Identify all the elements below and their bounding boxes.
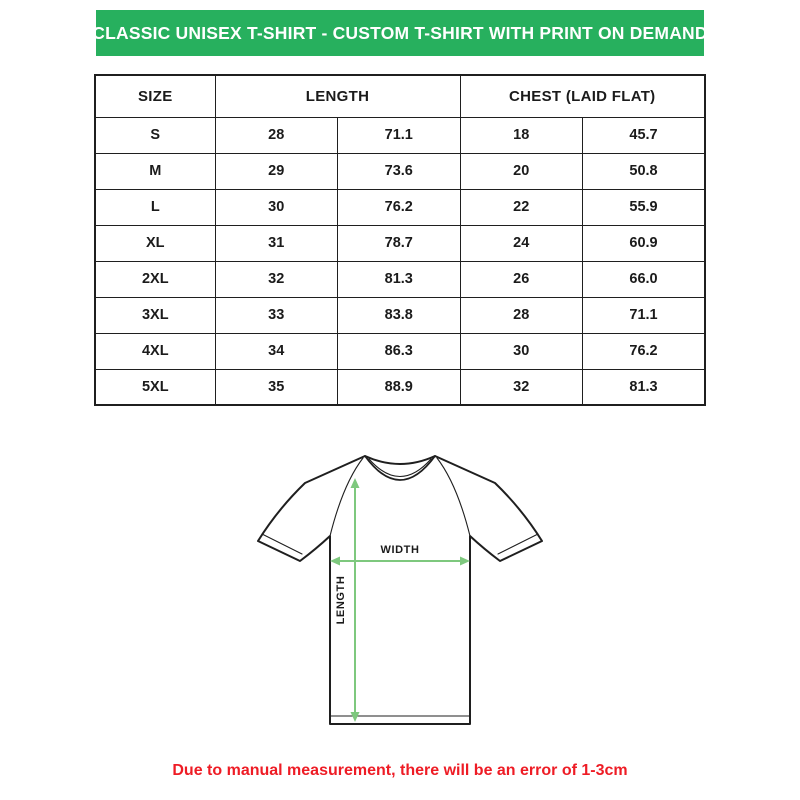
size-row: [95, 297, 705, 333]
chest-in-cell: 22: [460, 189, 583, 225]
chest-in-cell: 18: [460, 117, 583, 153]
length-cm-cell: 81.3: [338, 261, 461, 297]
chest-cm-cell: 66.0: [583, 261, 706, 297]
length-in-cell: 33: [215, 297, 338, 333]
size-column-header: SIZE: [95, 75, 215, 117]
tshirt-outline-group: [258, 456, 542, 724]
chest-cm-cell: 50.8: [583, 153, 706, 189]
chest-in-cell: 24: [460, 225, 583, 261]
size-cell: 4XL: [95, 333, 215, 369]
table-header-row: [95, 75, 705, 117]
size-cell: XL: [95, 225, 215, 261]
length-cm-cell: 73.6: [338, 153, 461, 189]
length-cm-cell: 71.1: [338, 117, 461, 153]
size-cell: M: [95, 153, 215, 189]
chest-in-cell: 30: [460, 333, 583, 369]
size-row: [95, 189, 705, 225]
length-in-cell: 30: [215, 189, 338, 225]
chest-cm-cell: 76.2: [583, 333, 706, 369]
chest-cm-cell: 45.7: [583, 117, 706, 153]
tshirt-body-outline: [258, 456, 542, 724]
chest-column-header: CHEST (LAID FLAT): [460, 75, 705, 117]
length-cm-cell: 83.8: [338, 297, 461, 333]
length-cm-cell: 78.7: [338, 225, 461, 261]
size-row: [95, 225, 705, 261]
length-cm-cell: 86.3: [338, 333, 461, 369]
length-cm-cell: 76.2: [338, 189, 461, 225]
length-in-cell: 35: [215, 369, 338, 405]
tshirt-illustration: [250, 446, 550, 736]
length-in-cell: 29: [215, 153, 338, 189]
size-cell: S: [95, 117, 215, 153]
measurement-error-note: Due to manual measurement, there will be an error of 1-3cm: [172, 762, 628, 779]
chest-in-cell: 32: [460, 369, 583, 405]
chest-cm-cell: 71.1: [583, 297, 706, 333]
length-in-cell: 34: [215, 333, 338, 369]
size-row: [95, 153, 705, 189]
width-label: WIDTH: [380, 544, 420, 556]
size-chart-table: [94, 74, 706, 406]
length-in-cell: 31: [215, 225, 338, 261]
length-cm-cell: 88.9: [338, 369, 461, 405]
chest-in-cell: 28: [460, 297, 583, 333]
size-cell: 3XL: [95, 297, 215, 333]
size-cell: 2XL: [95, 261, 215, 297]
chest-cm-cell: 81.3: [583, 369, 706, 405]
size-row: [95, 333, 705, 369]
size-row: [95, 117, 705, 153]
length-in-cell: 28: [215, 117, 338, 153]
size-row: [95, 369, 705, 405]
page-title: CLASSIC UNISEX T-SHIRT - CUSTOM T-SHIRT WITH PRINT ON DEMAND: [92, 22, 708, 43]
length-label: LENGTH: [335, 575, 347, 625]
chest-cm-cell: 60.9: [583, 225, 706, 261]
size-row: [95, 261, 705, 297]
chest-cm-cell: 55.9: [583, 189, 706, 225]
title-banner: [92, 10, 708, 56]
size-chart-body: [95, 117, 705, 405]
length-column-header: LENGTH: [215, 75, 460, 117]
chest-in-cell: 20: [460, 153, 583, 189]
chest-in-cell: 26: [460, 261, 583, 297]
length-in-cell: 32: [215, 261, 338, 297]
tshirt-measurement-diagram: [250, 446, 550, 736]
size-cell: 5XL: [95, 369, 215, 405]
size-cell: L: [95, 189, 215, 225]
